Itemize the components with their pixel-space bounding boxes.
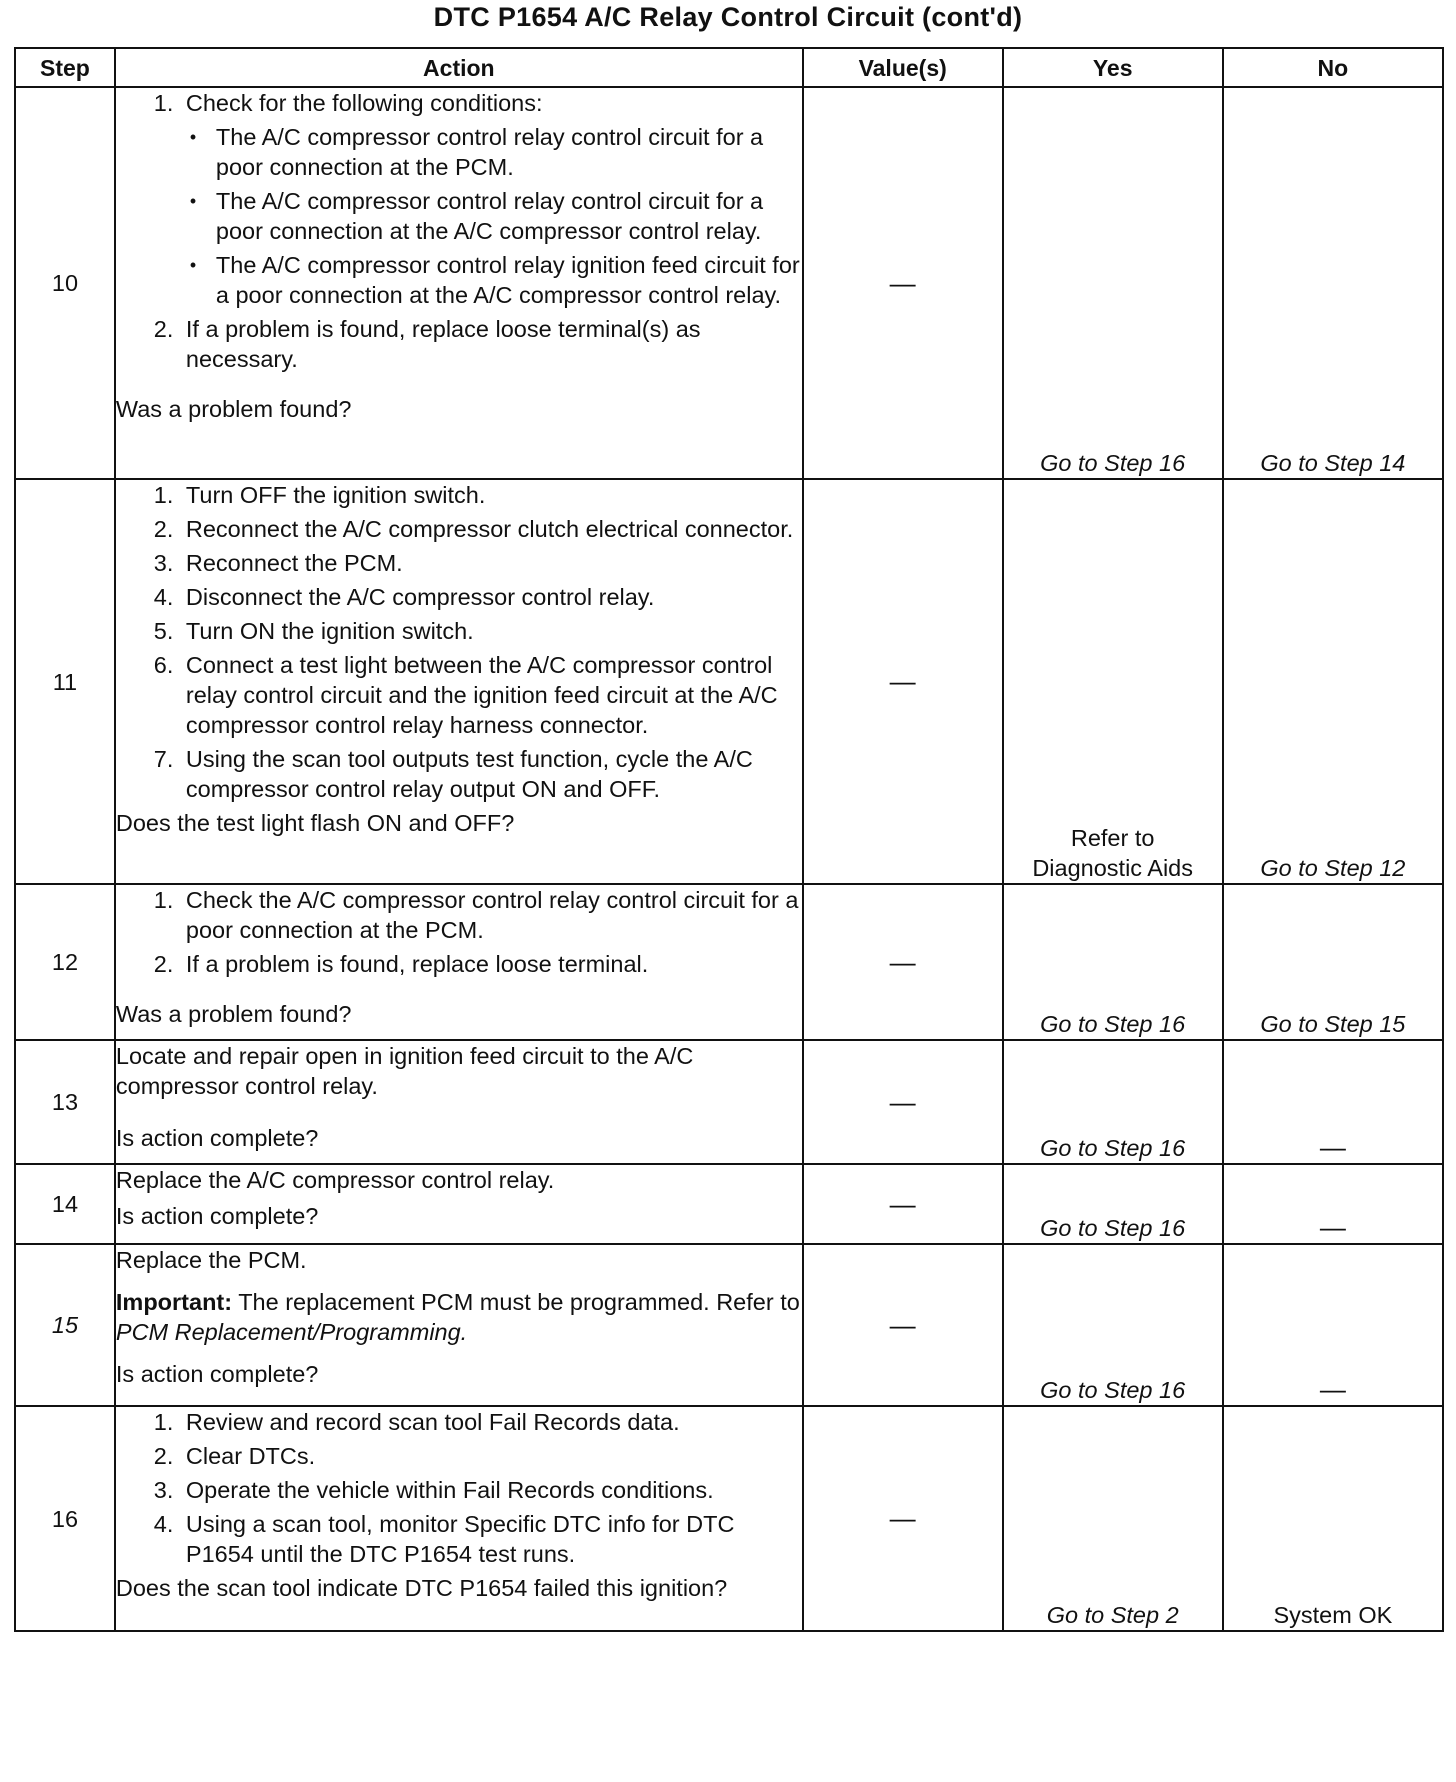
condition-list <box>186 122 802 310</box>
list-item: 2. If a problem is found, replace loose terminal. <box>180 949 802 979</box>
list-item: 1. Check the A/C compressor control relay control circuit for a poor connection at the PCM. <box>180 885 802 945</box>
yes-cell <box>1003 1406 1223 1631</box>
yes-link[interactable]: Go to Step 16 <box>1040 1215 1186 1241</box>
list-item: • The A/C compressor control relay ignition feed circuit for a poor connection at the A/C compressor control relay. <box>216 250 802 310</box>
list-item: 7. Using the scan tool outputs test function, cycle the A/C compressor control relay output ON and OFF. <box>180 744 802 804</box>
yes-cell <box>1003 884 1223 1040</box>
list-item: 4. Using a scan tool, monitor Specific DTC info for DTC P1654 until the DTC P1654 test runs. <box>180 1509 802 1569</box>
action-text: Locate and repair open in ignition feed circuit to the A/C compressor control relay. <box>115 1043 694 1099</box>
question-text: Does the scan tool indicate DTC P1654 failed this ignition? <box>115 1575 728 1601</box>
step-number: 11 <box>15 479 115 884</box>
yes-cell <box>1003 1164 1223 1244</box>
no-dash: — <box>1319 1374 1346 1404</box>
action-cell <box>115 87 803 479</box>
step-number: 12 <box>15 884 115 1040</box>
yes-cell <box>1003 1244 1223 1406</box>
value-cell <box>803 87 1003 479</box>
action-text: Check for the following conditions: <box>185 90 543 116</box>
step-number: 13 <box>15 1040 115 1164</box>
header-yes: Yes <box>1003 48 1223 87</box>
page-title: DTC P1654 A/C Relay Control Circuit (cont'd) <box>433 2 1023 32</box>
action-cell <box>115 884 803 1040</box>
value-dash: — <box>889 1086 916 1117</box>
yes-link[interactable]: Go to Step 16 <box>1040 1011 1186 1037</box>
no-cell <box>1223 1406 1443 1631</box>
action-cell <box>115 1406 803 1631</box>
action-text: Replace the A/C compressor control relay. <box>115 1167 555 1193</box>
question-text: Was a problem found? <box>115 1001 352 1027</box>
list-item: 2. If a problem is found, replace loose terminal(s) as necessary. <box>180 314 802 374</box>
yes-link[interactable]: Go to Step 16 <box>1040 450 1186 476</box>
value-cell <box>803 884 1003 1040</box>
list-item: 2. Clear DTCs. <box>180 1441 802 1471</box>
no-cell <box>1223 1164 1443 1244</box>
value-dash: — <box>889 1503 916 1533</box>
no-link[interactable]: Go to Step 12 <box>1260 855 1406 881</box>
step-number: 16 <box>15 1406 115 1631</box>
value-dash: — <box>889 1309 916 1340</box>
list-item: 5. Turn ON the ignition switch. <box>180 616 802 646</box>
yes-cell <box>1003 479 1223 884</box>
action-list <box>116 480 802 804</box>
yes-link[interactable]: Diagnostic Aids <box>1032 855 1193 881</box>
no-cell <box>1223 87 1443 479</box>
no-cell <box>1223 479 1443 884</box>
step-number: 15 <box>15 1244 115 1406</box>
value-cell <box>803 479 1003 884</box>
value-dash: — <box>889 1188 916 1219</box>
value-dash: — <box>889 946 916 977</box>
value-cell <box>803 1164 1003 1244</box>
table-row-step-11 <box>15 479 1443 884</box>
action-cell <box>115 1244 803 1406</box>
diagnostic-table <box>14 47 1444 1632</box>
no-cell <box>1223 1040 1443 1164</box>
yes-link[interactable]: Go to Step 16 <box>1040 1377 1186 1403</box>
list-item: • The A/C compressor control relay control circuit for a poor connection at the PCM. <box>216 122 802 182</box>
action-list <box>116 1407 802 1569</box>
no-dash: — <box>1319 1212 1346 1242</box>
yes-cell <box>1003 1040 1223 1164</box>
value-cell <box>803 1040 1003 1164</box>
action-cell <box>115 1164 803 1244</box>
yes-cell <box>1003 87 1223 479</box>
question-text: Is action complete? <box>115 1203 319 1229</box>
table-row-step-15 <box>15 1244 1443 1406</box>
important-label: Important: <box>115 1289 233 1315</box>
list-item: 1. Turn OFF the ignition switch. <box>180 480 802 510</box>
action-list <box>116 885 802 979</box>
important-text: The replacement PCM must be programmed. Refer to <box>238 1289 800 1315</box>
list-item: 1. Review and record scan tool Fail Records data. <box>180 1407 802 1437</box>
question-text: Is action complete? <box>115 1361 319 1387</box>
list-item: • The A/C compressor control relay control circuit for a poor connection at the A/C compressor control relay. <box>216 186 802 246</box>
header-action: Action <box>115 48 803 87</box>
list-item: 2. Reconnect the A/C compressor clutch electrical connector. <box>180 514 802 544</box>
list-item: 3. Operate the vehicle within Fail Records conditions. <box>180 1475 802 1505</box>
list-item <box>180 88 802 310</box>
header-no: No <box>1223 48 1443 87</box>
yes-link[interactable]: Go to Step 16 <box>1040 1135 1186 1161</box>
header-step: Step <box>15 48 115 87</box>
value-dash: — <box>889 267 916 298</box>
list-item: 4. Disconnect the A/C compressor control relay. <box>180 582 802 612</box>
list-item: 3. Reconnect the PCM. <box>180 548 802 578</box>
no-dash: — <box>1319 1132 1346 1162</box>
no-link[interactable]: Go to Step 14 <box>1260 450 1406 476</box>
action-cell <box>115 1040 803 1164</box>
action-text: Replace the PCM. <box>115 1247 307 1273</box>
no-cell <box>1223 1244 1443 1406</box>
yes-refer-line: Refer to <box>1070 825 1155 851</box>
yes-link[interactable]: Go to Step 2 <box>1046 1602 1179 1628</box>
table-header-row <box>15 48 1443 87</box>
action-list <box>116 88 802 374</box>
pcm-programming-link[interactable]: PCM Replacement/Programming. <box>115 1319 468 1345</box>
table-row-step-10 <box>15 87 1443 479</box>
step-number: 10 <box>15 87 115 479</box>
step-number: 14 <box>15 1164 115 1244</box>
header-values: Value(s) <box>803 48 1003 87</box>
table-row-step-12 <box>15 884 1443 1040</box>
no-link[interactable]: Go to Step 15 <box>1260 1011 1406 1037</box>
question-text: Was a problem found? <box>115 396 352 422</box>
list-item: 6. Connect a test light between the A/C compressor control relay control circuit and the ignition feed circuit at the A/C compressor control relay harness connector. <box>180 650 802 740</box>
important-note <box>116 1287 802 1347</box>
value-cell <box>803 1244 1003 1406</box>
table-row-step-13 <box>15 1040 1443 1164</box>
value-dash: — <box>889 666 916 696</box>
action-cell <box>115 479 803 884</box>
no-cell <box>1223 884 1443 1040</box>
value-cell <box>803 1406 1003 1631</box>
table-row-step-16 <box>15 1406 1443 1631</box>
table-row-step-14 <box>15 1164 1443 1244</box>
no-result: System OK <box>1273 1602 1393 1628</box>
question-text: Is action complete? <box>115 1125 319 1151</box>
question-text: Does the test light flash ON and OFF? <box>115 810 515 836</box>
